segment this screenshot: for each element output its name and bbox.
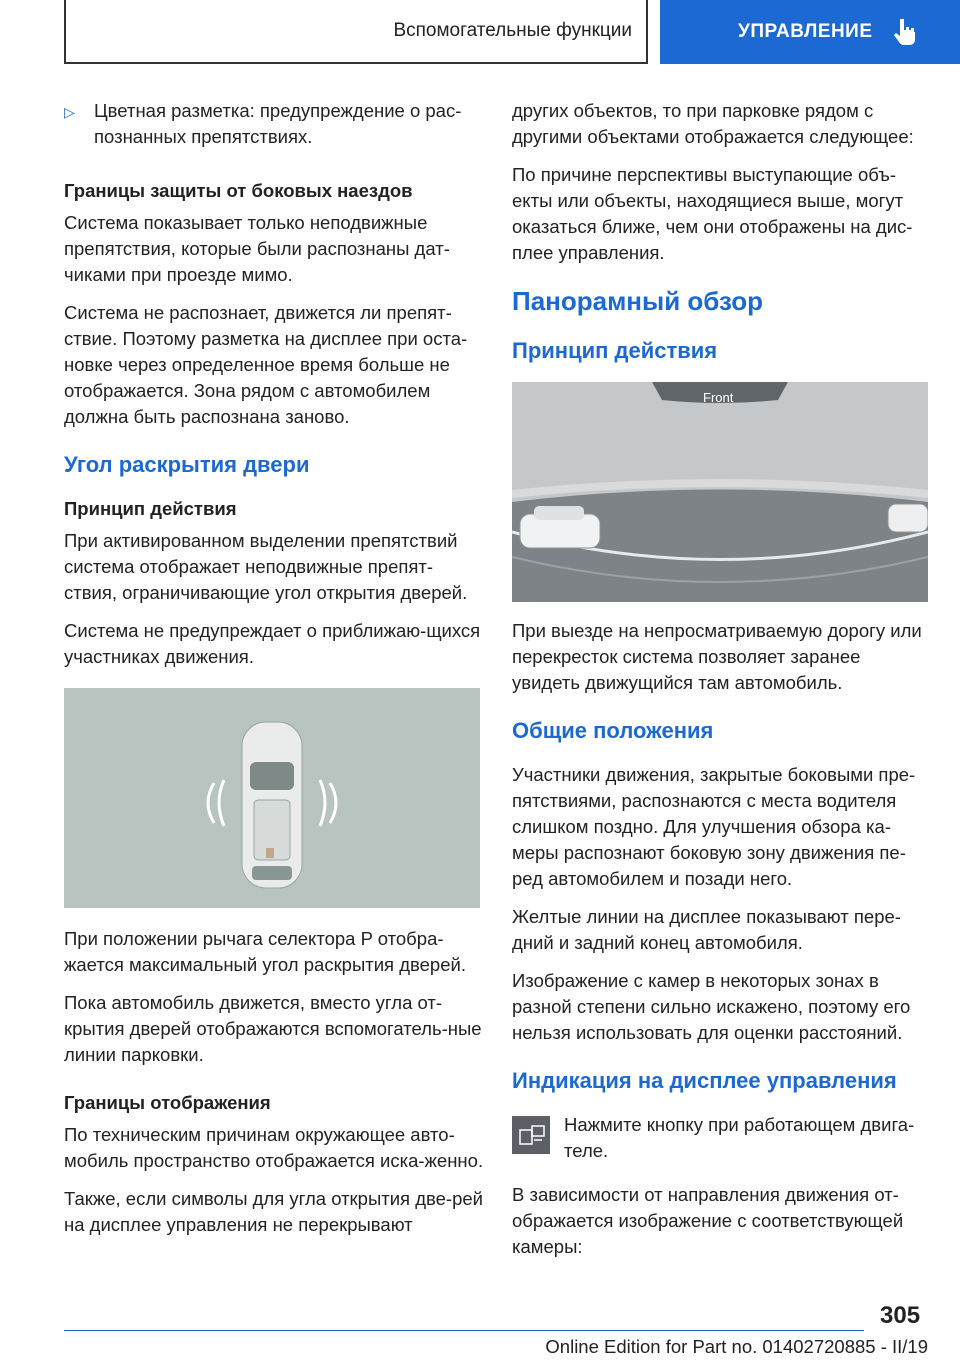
heading-door-angle: Угол раскрытия двери (64, 452, 310, 477)
paragraph: В зависимости от направления движения от-ображается изображение с соответствующей камеры: (512, 1184, 904, 1257)
heading-display-control: Индикация на дисплее управления (512, 1068, 897, 1093)
header-chapter (660, 0, 960, 64)
footer-edition: Online Edition for Part no. 01402720885 - II/19 (545, 1336, 928, 1357)
paragraph: Изображение с камер в некоторых зонах в разной степени сильно искажено, поэтому его нельзя использовать для оценки расстояний. (512, 970, 911, 1043)
heading-panorama: Панорамный обзор (512, 286, 764, 316)
panorama-road-image (512, 382, 928, 602)
heading-general: Общие положения (512, 718, 714, 743)
camera-view-button-icon (512, 1116, 550, 1154)
paragraph: Также, если символы для угла открытия две-рей на дисплее управления не перекрывают (64, 1188, 483, 1235)
paragraph: Пока автомобиль движется, вместо угла от-крытия дверей отображаются вспомогатель-ные линии парковки. (64, 992, 482, 1065)
right-column (512, 98, 928, 1272)
paragraph: При активированном выделении препятствий система отображает неподвижные препят-ствия, ограничивающие угол открытия дверей. (64, 530, 468, 603)
heading-display-limits: Границы отображения (64, 1092, 271, 1113)
paragraph: Участники движения, закрытые боковыми пре-пятствиями, распознаются с места водителя слишком поздно. Для улучшения обзора ка-меры распознают боковую зону движения пе-ред автомобилем и позади него. (512, 764, 916, 889)
note-text: Цветная разметка: предупреждение о рас-познанных препятствиях. (94, 100, 462, 147)
button-instruction-text: Нажмите кнопку при работающем двига-теле. (564, 1114, 915, 1161)
paragraph: Система показывает только неподвижные препятствия, которые были распознаны дат-чиками при проезде мимо. (64, 212, 450, 285)
page-number: 305 (880, 1302, 921, 1329)
heading-side-protection: Границы защиты от боковых наездов (64, 180, 413, 201)
note (64, 98, 484, 150)
heading-principle: Принцип действия (64, 498, 237, 519)
button-instruction (512, 1112, 928, 1164)
panorama-figure (512, 382, 928, 602)
hand-pointer-icon (891, 17, 919, 47)
car-top-view-image (64, 688, 480, 908)
paragraph: Система не предупреждает о приближаю-щихся участниках движения. (64, 620, 481, 667)
paragraph: других объектов, то при парковке рядом с другими объектами отображается следующее: (512, 100, 914, 147)
left-column (64, 98, 484, 1250)
header-section-title: Вспомогательные функции (393, 20, 632, 41)
paragraph: При выезде на непросматриваемую дорогу или перекресток система позволяет заранее увидеть движущийся там автомобиль. (512, 620, 922, 693)
triangle-marker-icon: ▷ (64, 104, 75, 120)
paragraph: Система не распознает, движется ли препят-ствие. Поэтому разметка на дисплее при оста-новке через определенное время больше не отображается. Зона рядом с автомобилем должна быть распознана заново. (64, 302, 468, 427)
paragraph: По техническим причинам окружающее авто-мобиль пространство отображается иска-женно. (64, 1124, 484, 1171)
header-section (64, 0, 648, 64)
paragraph: При положении рычага селектора P отобра-жается максимальный угол раскрытия дверей. (64, 928, 466, 975)
footer-rule (64, 1330, 864, 1331)
heading-principle: Принцип действия (512, 338, 718, 363)
front-label: Front (703, 390, 734, 405)
door-angle-figure (64, 688, 480, 908)
header-chapter-title: УПРАВЛЕНИЕ (738, 21, 873, 42)
paragraph: Желтые линии на дисплее показывают пере-дний и задний конец автомобиля. (512, 906, 901, 953)
paragraph: По причине перспективы выступающие объ-екты или объекты, находящиеся выше, могут оказаться ближе, чем они отображены на дис-плее управления. (512, 164, 913, 263)
